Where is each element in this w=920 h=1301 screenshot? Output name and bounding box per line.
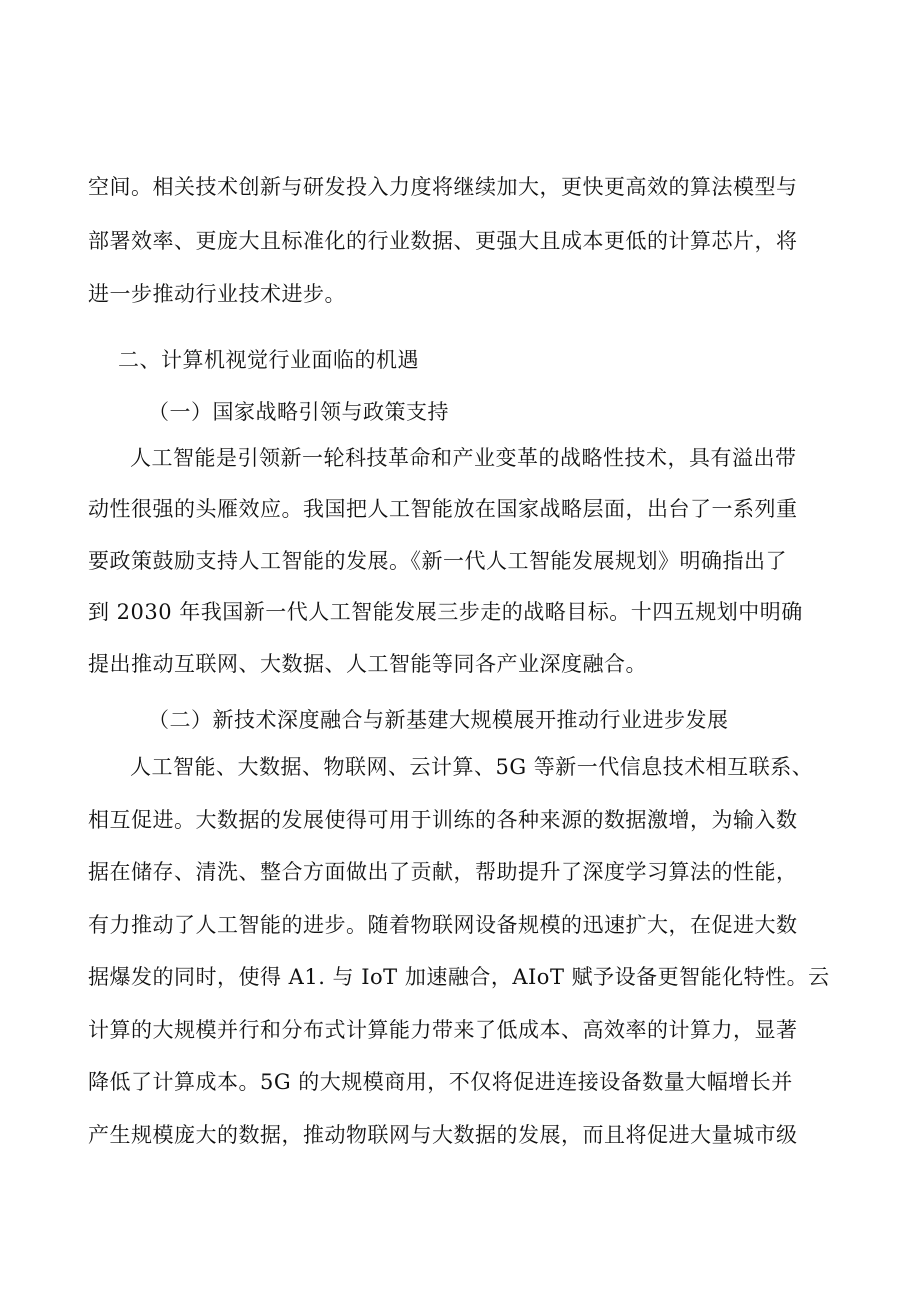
section-heading: 二、计算机视觉行业面临的机遇 [118, 348, 419, 372]
paragraph-line: 动性很强的头雁效应。我国把人工智能放在国家战略层面，出台了一系列重 [88, 497, 798, 521]
paragraph-line: 空间。相关技术创新与研发投入力度将继续加大，更快更高效的算法模型与 [88, 175, 798, 199]
paragraph-line: 降低了计算成本。5G 的大规模商用，不仅将促进连接设备数量大幅增长并 [88, 1070, 793, 1094]
paragraph-line: 计算的大规模并行和分布式计算能力带来了低成本、高效率的计算力，显著 [88, 1018, 798, 1042]
paragraph-line: 据爆发的同时，使得 A1. 与 IoT 加速融合，AIoT 赋予设备更智能化特性。云 [88, 965, 830, 989]
subsection-heading: （一）国家战略引领与政策支持 [148, 400, 449, 424]
paragraph-line: 据在储存、清洗、整合方面做出了贡献，帮助提升了深度学习算法的性能， [88, 860, 798, 884]
paragraph-line: 产生规模庞大的数据，推动物联网与大数据的发展，而且将促进大量城市级 [88, 1123, 798, 1147]
paragraph-line: 部署效率、更庞大且标准化的行业数据、更强大且成本更低的计算芯片，将 [88, 229, 798, 253]
paragraph-line: 人工智能是引领新一轮科技革命和产业变革的战略性技术，具有溢出带 [130, 446, 797, 470]
paragraph-line: 要政策鼓励支持人工智能的发展。《新一代人工智能发展规划》明确指出了 [88, 549, 787, 573]
subsection-heading: （二）新技术深度融合与新基建大规模展开推动行业进步发展 [148, 708, 729, 732]
paragraph-line: 人工智能、大数据、物联网、云计算、5G 等新一代信息技术相互联系、 [130, 755, 814, 779]
paragraph-line: 进一步推动行业技术进步。 [88, 282, 346, 306]
paragraph-line: 到 2030 年我国新一代人工智能发展三步走的战略目标。十四五规划中明确 [88, 600, 803, 624]
paragraph-line: 提出推动互联网、大数据、人工智能等同各产业深度融合。 [88, 652, 647, 676]
paragraph-line: 有力推动了人工智能的进步。随着物联网设备规模的迅速扩大，在促进大数 [88, 913, 798, 937]
paragraph-line: 相互促进。大数据的发展使得可用于训练的各种来源的数据激增，为输入数 [88, 808, 798, 832]
